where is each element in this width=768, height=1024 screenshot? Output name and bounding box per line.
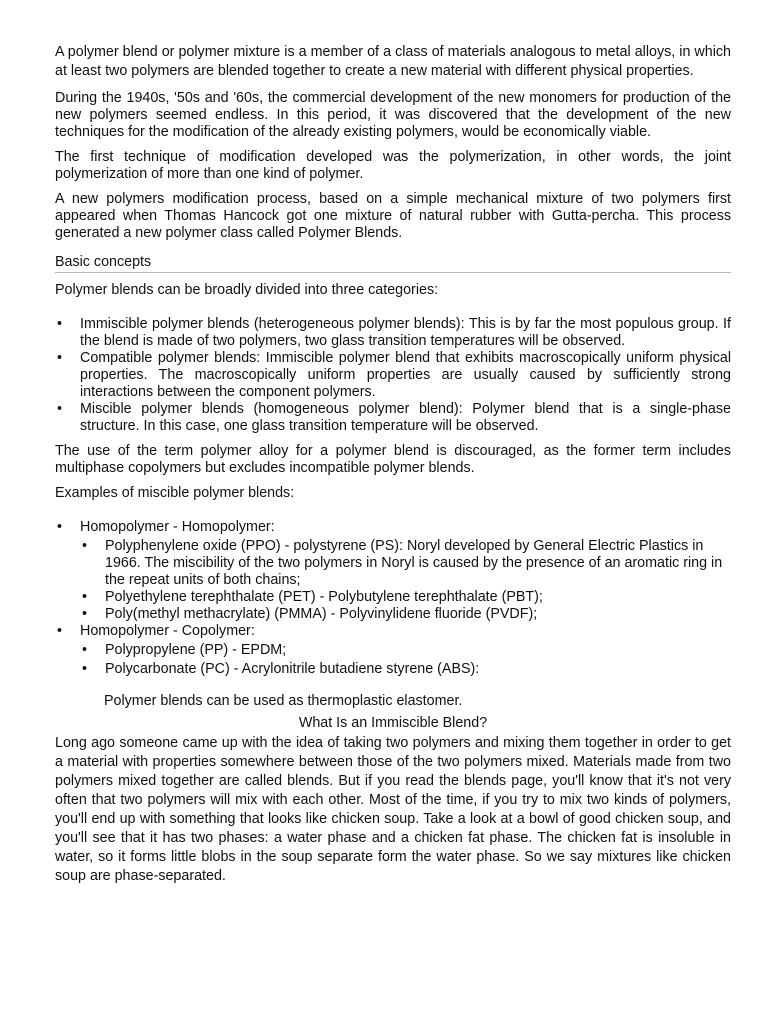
document-body: [55, 43, 731, 886]
alloy-note: The use of the term polymer alloy for a polymer blend is discouraged, as the former term includes multiphase copolymers but excludes incompatible polymer blends.: [55, 443, 731, 476]
list-item: [55, 623, 731, 678]
intro-paragraph-4: A new polymers modification process, based on a simple mechanical mixture of two polymers first appeared when Thomas Hancock got one mixture of natural rubber with Gutta-percha. This process generated a new polymer class called Polymer Blends.: [55, 191, 731, 241]
example-text: Polyphenylene oxide (PPO) - polystyrene (PS): Noryl developed by General Electric Plastics in 1966. The miscibility of the two polymers in Noryl is caused by the presence of an aromatic ring in the repeat units of both chains;: [105, 538, 723, 588]
immiscible-blend-body: Long ago someone came up with the idea of taking two polymers and mixing them together in order to get a material with properties somewhere between those of the two polymers mixed. Materials made from two polymers mixed together are called blends. But if you read the blends page, you'll know that it's not very often that two polymers will mix with each other. Most of the time, if you try to mix two kinds of polymers, you'll end up with something that looks like chicken soup. Take a look at a bowl of good chicken soup, and you'll see that it has two phases: a water phase and a chicken fat phase. The chicken fat is insoluble in water, so it forms little blobs in the soup separate form the water phase. So we say mixtures like chicken soup are phase-separated.: [55, 735, 731, 884]
sub-list: [80, 642, 731, 678]
group-label: Homopolymer - Copolymer:: [80, 623, 255, 639]
list-item: [55, 401, 731, 435]
bullet-icon: •: [82, 538, 88, 554]
bullet-icon: •: [82, 661, 88, 677]
list-item: [55, 350, 731, 401]
elastomer-note: Polymer blends can be used as thermoplastic elastomer.: [104, 693, 463, 709]
categories-lead: Polymer blends can be broadly divided into three categories:: [55, 282, 439, 298]
category-text: Compatible polymer blends: Immiscible polymer blend that exhibits macroscopically uniform physical properties. The macroscopically uniform properties are usually caused by sufficiently strong interactions between the component polymers.: [80, 350, 731, 400]
bullet-icon: •: [57, 350, 63, 366]
immiscible-blend-title: What Is an Immiscible Blend?: [298, 715, 488, 731]
bullet-icon: •: [82, 606, 88, 622]
bullet-icon: •: [57, 623, 63, 639]
bullet-icon: •: [82, 589, 88, 605]
list-item: [80, 589, 731, 606]
section-heading-basic-concepts: Basic concepts: [55, 254, 731, 273]
list-item: [80, 661, 731, 678]
list-item: [80, 642, 731, 659]
bullet-icon: •: [57, 519, 63, 535]
example-text: Polycarbonate (PC) - Acrylonitrile butadiene styrene (ABS):: [105, 661, 480, 677]
list-item: [80, 606, 731, 623]
bullet-icon: •: [82, 642, 88, 658]
intro-paragraph-1: A polymer blend or polymer mixture is a member of a class of materials analogous to metal alloys, in which at least two polymers are blended together to create a new material with different physical properties.: [55, 44, 731, 79]
sub-list: [80, 538, 731, 623]
examples-list: [55, 519, 731, 678]
intro-paragraph-3: The first technique of modification developed was the polymerization, in other words, the joint polymerization of more than one kind of polymer.: [55, 149, 731, 182]
list-item: [80, 538, 731, 589]
example-text: Polypropylene (PP) - EPDM;: [105, 642, 287, 658]
examples-lead: Examples of miscible polymer blends:: [55, 485, 295, 501]
bullet-icon: •: [57, 401, 63, 417]
categories-list: [55, 316, 731, 435]
list-item: [55, 519, 731, 623]
bullet-icon: •: [57, 316, 63, 332]
category-text: Immiscible polymer blends (heterogeneous polymer blends): This is by far the most populous group. If the blend is made of two polymers, two glass transition temperatures will be observed.: [80, 316, 731, 349]
example-text: Polyethylene terephthalate (PET) - Polybutylene terephthalate (PBT);: [105, 589, 543, 605]
category-text: Miscible polymer blends (homogeneous polymer blend): Polymer blend that is a single-phase structure. In this case, one glass transition temperature will be observed.: [80, 401, 731, 434]
group-label: Homopolymer - Homopolymer:: [80, 519, 275, 535]
list-item: [55, 316, 731, 350]
example-text: Poly(methyl methacrylate) (PMMA) - Polyvinylidene fluoride (PVDF);: [105, 606, 538, 622]
intro-paragraph-2: During the 1940s, '50s and '60s, the commercial development of the new monomers for production of the new polymers seemed endless. In this period, it was discovered that the development of the new techniques for the modification of the already existing polymers, would be economically viable.: [55, 90, 731, 140]
